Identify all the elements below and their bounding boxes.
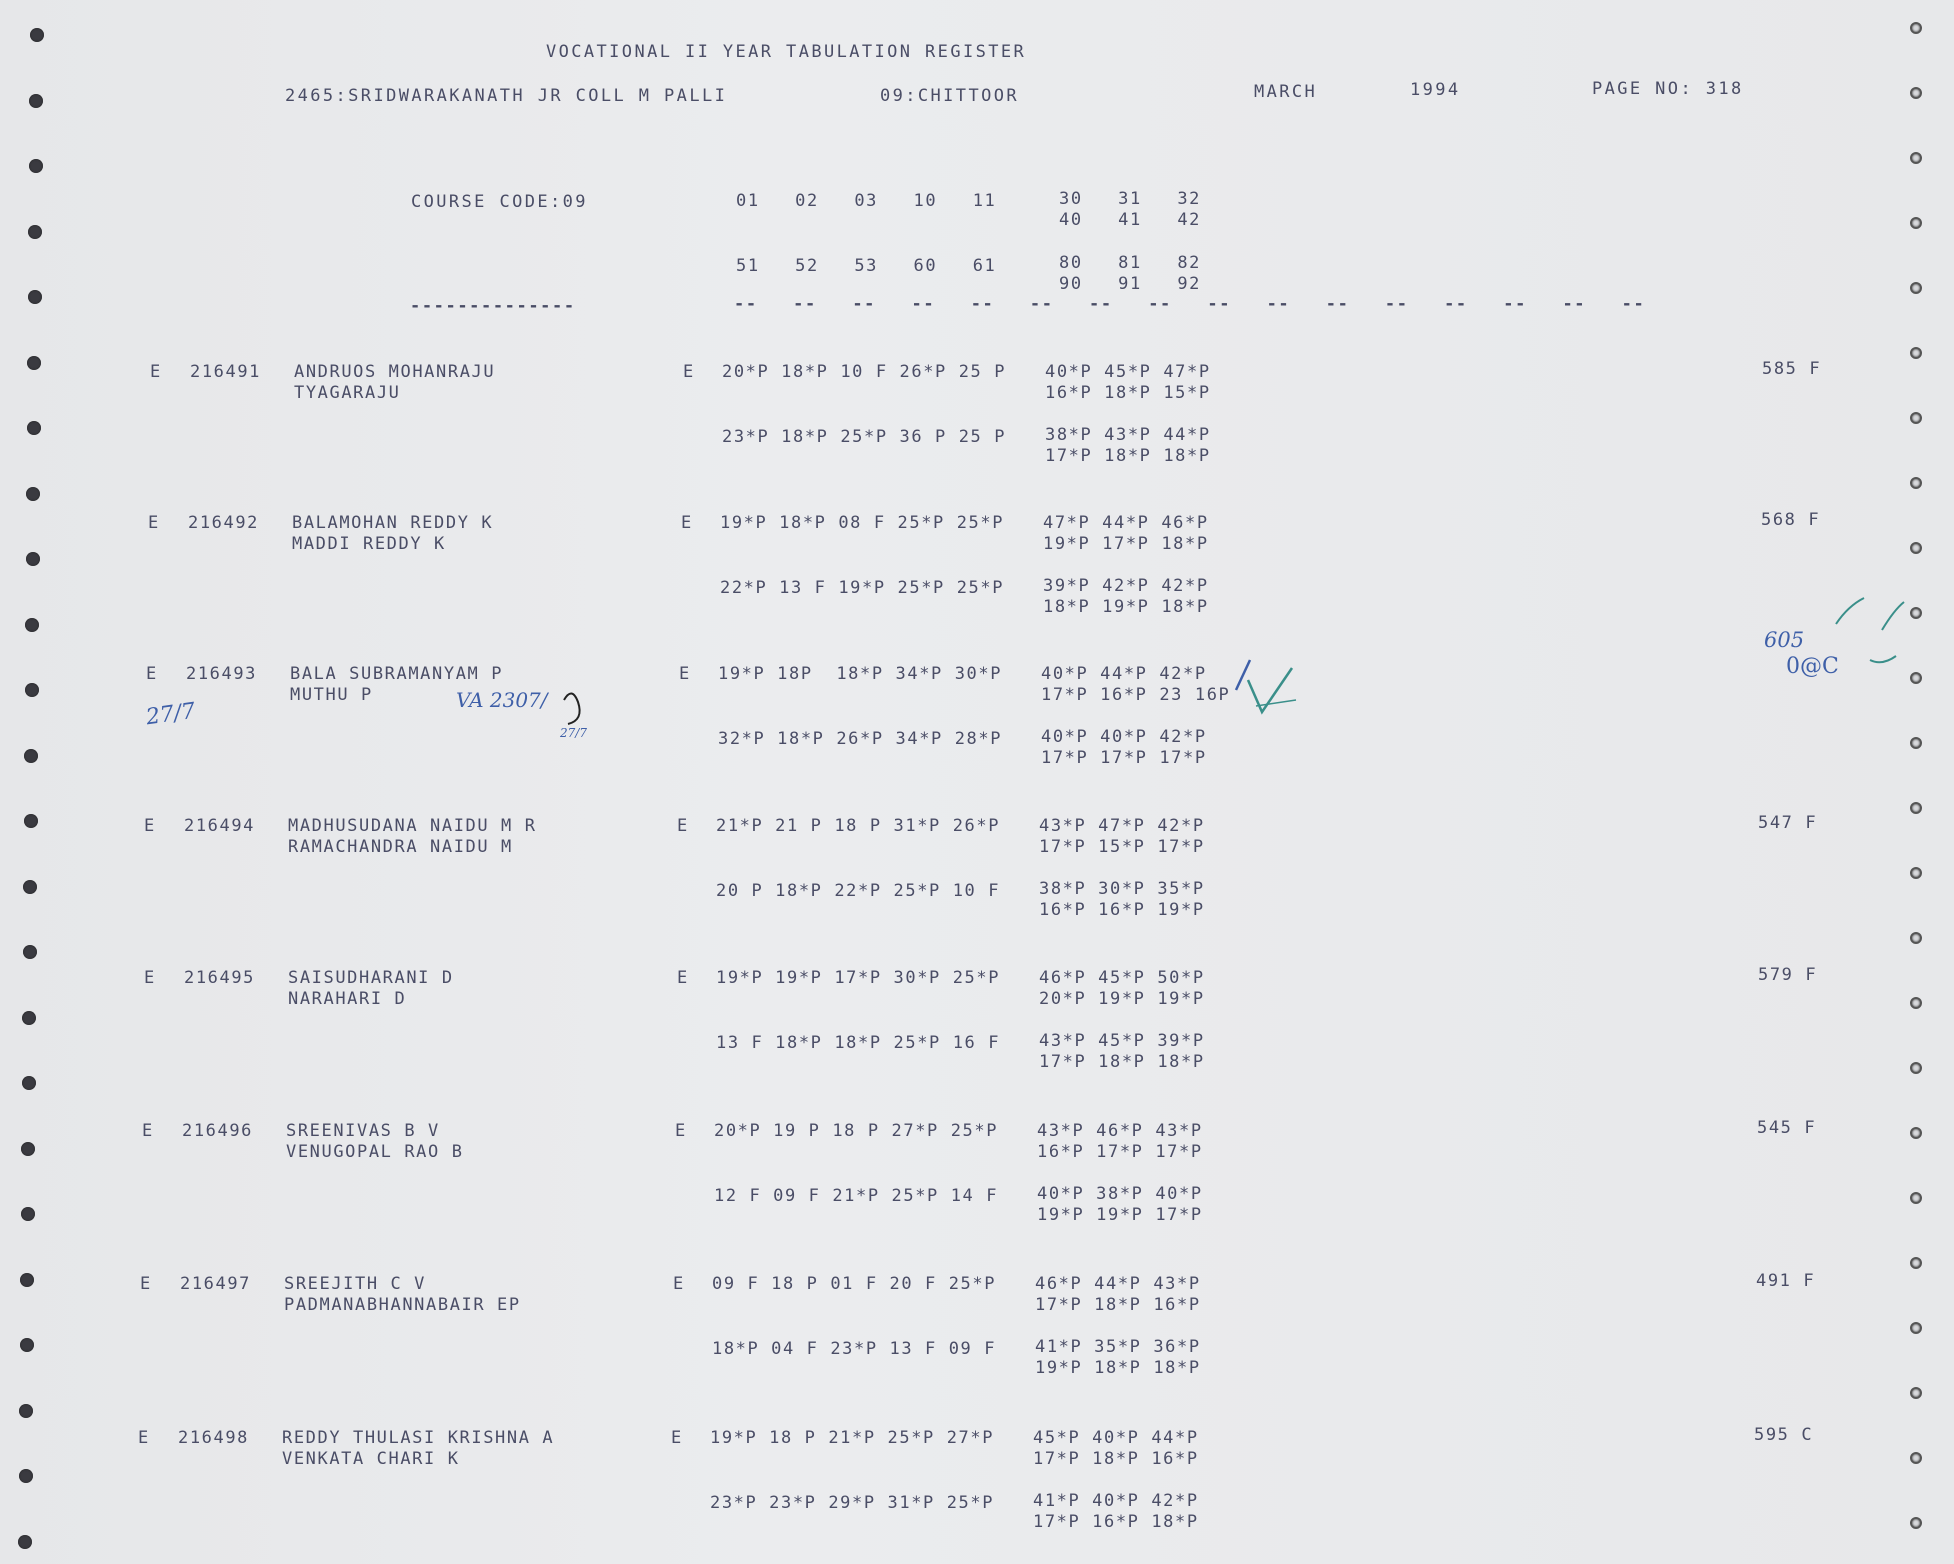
marks-row2-sub: 17*P 18*P 18*P <box>1045 446 1211 466</box>
tractor-hole-right <box>1910 867 1922 879</box>
register-number: 216497 <box>180 1274 252 1294</box>
medium-code: E <box>675 1121 687 1141</box>
tractor-hole <box>28 225 42 239</box>
student-name: MADHUSUDANA NAIDU M R <box>288 816 537 836</box>
green-check-icon <box>1248 668 1292 712</box>
marks-row2-sub: 18*P 19*P 18*P <box>1043 597 1209 617</box>
tractor-hole-right <box>1910 802 1922 814</box>
medium-code: E <box>681 513 693 533</box>
marks-row1-extra: 40*P 44*P 42*P <box>1041 664 1207 684</box>
total-result: 585 F <box>1762 359 1822 379</box>
tractor-hole-right <box>1910 737 1922 749</box>
register-number: 216492 <box>188 513 260 533</box>
subject-codes-row1c: 40 41 42 <box>1059 210 1202 230</box>
tractor-hole <box>19 1404 33 1418</box>
tractor-hole <box>30 28 44 42</box>
tractor-hole-right <box>1910 607 1922 619</box>
marks-row1-sub: 17*P 18*P 16*P <box>1033 1449 1199 1469</box>
rule-left: -------------- <box>410 296 576 316</box>
marks-row1-extra: 47*P 44*P 46*P <box>1043 513 1209 533</box>
marks-row2-extra: 41*P 40*P 42*P <box>1033 1491 1199 1511</box>
tractor-hole-right <box>1910 1452 1922 1464</box>
parent-name: MADDI REDDY K <box>292 534 446 554</box>
subject-codes-row1: 01 02 03 10 11 <box>736 191 997 211</box>
marks-row2-sub: 17*P 16*P 18*P <box>1033 1512 1199 1532</box>
tractor-hole <box>24 814 38 828</box>
tractor-hole-right <box>1910 1192 1922 1204</box>
tractor-hole <box>25 618 39 632</box>
marks-row2-sub: 19*P 18*P 18*P <box>1035 1358 1201 1378</box>
category-code: E <box>150 362 162 382</box>
handwritten-total: 605 <box>1764 628 1805 652</box>
category-code: E <box>138 1428 150 1448</box>
marks-row1-sub: 19*P 17*P 18*P <box>1043 534 1209 554</box>
category-code: E <box>144 968 156 988</box>
register-number: 216496 <box>182 1121 254 1141</box>
student-name: SREENIVAS B V <box>286 1121 440 1141</box>
marks-row2-main: 12 F 09 F 21*P 25*P 14 F <box>714 1186 999 1206</box>
parent-name: PADMANABHANNABAIR EP <box>284 1295 521 1315</box>
tractor-hole <box>19 1469 33 1483</box>
marks-row1-main: 19*P 19*P 17*P 30*P 25*P <box>716 968 1001 988</box>
handwritten-result: 0@C <box>1786 654 1839 679</box>
total-result: 595 C <box>1754 1425 1814 1445</box>
category-code: E <box>140 1274 152 1294</box>
initials-signature-icon <box>564 693 580 724</box>
tractor-hole <box>20 1273 34 1287</box>
parent-name: VENUGOPAL RAO B <box>286 1142 464 1162</box>
tractor-hole-right <box>1910 1127 1922 1139</box>
tractor-hole <box>24 749 38 763</box>
register-number: 216495 <box>184 968 256 988</box>
parent-name: VENKATA CHARI K <box>282 1449 460 1469</box>
marks-row2-extra: 38*P 30*P 35*P <box>1039 879 1205 899</box>
district: 09:CHITTOOR <box>880 86 1019 106</box>
handwritten-va-date: 27/7 <box>560 726 587 740</box>
marks-row1-main: 20*P 19 P 18 P 27*P 25*P <box>714 1121 999 1141</box>
tractor-hole-right <box>1910 477 1922 489</box>
marks-row1-sub: 17*P 15*P 17*P <box>1039 837 1205 857</box>
tractor-hole <box>20 1338 34 1352</box>
tractor-hole <box>28 290 42 304</box>
category-code: E <box>148 513 160 533</box>
tractor-hole-right <box>1910 932 1922 944</box>
marks-row1-extra: 46*P 45*P 50*P <box>1039 968 1205 988</box>
tractor-hole-right <box>1910 152 1922 164</box>
tractor-hole <box>27 421 41 435</box>
register-number: 216494 <box>184 816 256 836</box>
tractor-hole-right <box>1910 412 1922 424</box>
marks-row2-sub: 17*P 17*P 17*P <box>1041 748 1207 768</box>
marks-row1-extra: 46*P 44*P 43*P <box>1035 1274 1201 1294</box>
tractor-hole-right <box>1910 347 1922 359</box>
tractor-hole-right <box>1910 22 1922 34</box>
marks-row1-extra: 45*P 40*P 44*P <box>1033 1428 1199 1448</box>
tractor-hole <box>22 1076 36 1090</box>
marks-row1-sub: 16*P 17*P 17*P <box>1037 1142 1203 1162</box>
parent-name: MUTHU P <box>290 685 373 705</box>
medium-code: E <box>683 362 695 382</box>
category-code: E <box>146 664 158 684</box>
tractor-hole-right <box>1910 672 1922 684</box>
marks-row2-extra: 40*P 38*P 40*P <box>1037 1184 1203 1204</box>
student-name: SAISUDHARANI D <box>288 968 454 988</box>
course-code: COURSE CODE:09 <box>411 192 588 212</box>
student-name: BALA SUBRAMANYAM P <box>290 664 504 684</box>
handwritten-date: 27/7 <box>144 698 197 731</box>
tractor-hole-right <box>1910 1257 1922 1269</box>
tractor-hole <box>29 94 43 108</box>
tractor-hole-right <box>1910 997 1922 1009</box>
total-result: 545 F <box>1757 1118 1817 1138</box>
marks-row2-main: 23*P 18*P 25*P 36 P 25 P <box>722 427 1007 447</box>
tractor-hole <box>21 1207 35 1221</box>
tractor-hole-right <box>1910 542 1922 554</box>
tractor-hole-right <box>1910 1387 1922 1399</box>
total-result: 491 F <box>1756 1271 1816 1291</box>
marks-row1-main: 21*P 21 P 18 P 31*P 26*P <box>716 816 1001 836</box>
tractor-hole <box>23 880 37 894</box>
parent-name: NARAHARI D <box>288 989 407 1009</box>
marks-row2-sub: 17*P 18*P 18*P <box>1039 1052 1205 1072</box>
marks-row1-main: 19*P 18 P 21*P 25*P 27*P <box>710 1428 995 1448</box>
green-stroke-2 <box>1836 598 1864 624</box>
tractor-hole <box>29 159 43 173</box>
tractor-hole-right <box>1910 87 1922 99</box>
exam-year: 1994 <box>1410 80 1461 100</box>
marks-row1-extra: 43*P 47*P 42*P <box>1039 816 1205 836</box>
exam-month: MARCH <box>1254 82 1318 102</box>
marks-row2-main: 13 F 18*P 18*P 25*P 16 F <box>716 1033 1001 1053</box>
student-name: ANDRUOS MOHANRAJU <box>294 362 496 382</box>
student-name: BALAMOHAN REDDY K <box>292 513 494 533</box>
marks-row2-main: 20 P 18*P 22*P 25*P 10 F <box>716 881 1001 901</box>
page-number: PAGE NO: 318 <box>1592 79 1744 99</box>
tractor-hole-right <box>1910 1062 1922 1074</box>
tractor-hole <box>25 683 39 697</box>
marks-row2-extra: 38*P 43*P 44*P <box>1045 425 1211 445</box>
marks-row2-sub: 16*P 16*P 19*P <box>1039 900 1205 920</box>
tractor-hole <box>18 1535 32 1549</box>
tractor-hole-right <box>1910 217 1922 229</box>
marks-row1-main: 20*P 18*P 10 F 26*P 25 P <box>722 362 1007 382</box>
marks-row2-main: 22*P 13 F 19*P 25*P 25*P <box>720 578 1005 598</box>
green-underline <box>1256 700 1296 706</box>
medium-code: E <box>673 1274 685 1294</box>
subject-codes-row2b: 80 81 82 <box>1059 253 1202 273</box>
medium-code: E <box>677 816 689 836</box>
register-number: 216498 <box>178 1428 250 1448</box>
marks-row1-extra: 43*P 46*P 43*P <box>1037 1121 1203 1141</box>
marks-row2-extra: 40*P 40*P 42*P <box>1041 727 1207 747</box>
marks-row1-main: 19*P 18*P 08 F 25*P 25*P <box>720 513 1005 533</box>
green-stroke <box>1882 602 1904 630</box>
parent-name: RAMACHANDRA NAIDU M <box>288 837 513 857</box>
register-number: 216493 <box>186 664 258 684</box>
marks-row1-main: 09 F 18 P 01 F 20 F 25*P <box>712 1274 997 1294</box>
tractor-hole <box>23 945 37 959</box>
tractor-hole <box>26 487 40 501</box>
subject-codes-row1b: 30 31 32 <box>1059 189 1202 209</box>
subject-codes-row2: 51 52 53 60 61 <box>736 256 997 276</box>
medium-code: E <box>677 968 689 988</box>
marks-row1-main: 19*P 18P 18*P 34*P 30*P <box>718 664 1003 684</box>
college-name: 2465:SRIDWARAKANATH JR COLL M PALLI <box>285 86 728 106</box>
tractor-hole-right <box>1910 282 1922 294</box>
green-stroke-3 <box>1870 656 1896 662</box>
marks-row1-sub: 17*P 18*P 16*P <box>1035 1295 1201 1315</box>
tractor-hole <box>22 1011 36 1025</box>
marks-row1-sub: 16*P 18*P 15*P <box>1045 383 1211 403</box>
marks-row2-extra: 41*P 35*P 36*P <box>1035 1337 1201 1357</box>
register-title: VOCATIONAL II YEAR TABULATION REGISTER <box>546 42 1027 62</box>
student-name: SREEJITH C V <box>284 1274 427 1294</box>
category-code: E <box>142 1121 154 1141</box>
marks-row2-main: 32*P 18*P 26*P 34*P 28*P <box>718 729 1003 749</box>
tractor-hole <box>21 1142 35 1156</box>
tractor-hole-right <box>1910 1322 1922 1334</box>
marks-row2-extra: 39*P 42*P 42*P <box>1043 576 1209 596</box>
total-result: 568 F <box>1761 510 1821 530</box>
rule-right: -- -- -- -- -- -- -- -- -- -- -- -- -- -- -- -- <box>734 294 1646 314</box>
subject-codes-row2c: 90 91 92 <box>1059 274 1202 294</box>
tractor-hole <box>27 356 41 370</box>
student-name: REDDY THULASI KRISHNA A <box>282 1428 555 1448</box>
marks-row2-sub: 19*P 19*P 17*P <box>1037 1205 1203 1225</box>
category-code: E <box>144 816 156 836</box>
marks-row1-extra: 40*P 45*P 47*P <box>1045 362 1211 382</box>
total-result: 579 F <box>1758 965 1818 985</box>
parent-name: TYAGARAJU <box>294 383 401 403</box>
tractor-hole-right <box>1910 1517 1922 1529</box>
handwritten-va-note: VA 2307/ <box>456 688 548 712</box>
ink-tick <box>1236 660 1250 690</box>
marks-row2-main: 23*P 23*P 29*P 31*P 25*P <box>710 1493 995 1513</box>
marks-row2-main: 18*P 04 F 23*P 13 F 09 F <box>712 1339 997 1359</box>
tractor-hole <box>26 552 40 566</box>
marks-row2-extra: 43*P 45*P 39*P <box>1039 1031 1205 1051</box>
register-number: 216491 <box>190 362 262 382</box>
marks-row1-sub: 20*P 19*P 19*P <box>1039 989 1205 1009</box>
medium-code: E <box>679 664 691 684</box>
medium-code: E <box>671 1428 683 1448</box>
total-result: 547 F <box>1758 813 1818 833</box>
marks-row1-sub: 17*P 16*P 23 16P <box>1041 685 1231 705</box>
